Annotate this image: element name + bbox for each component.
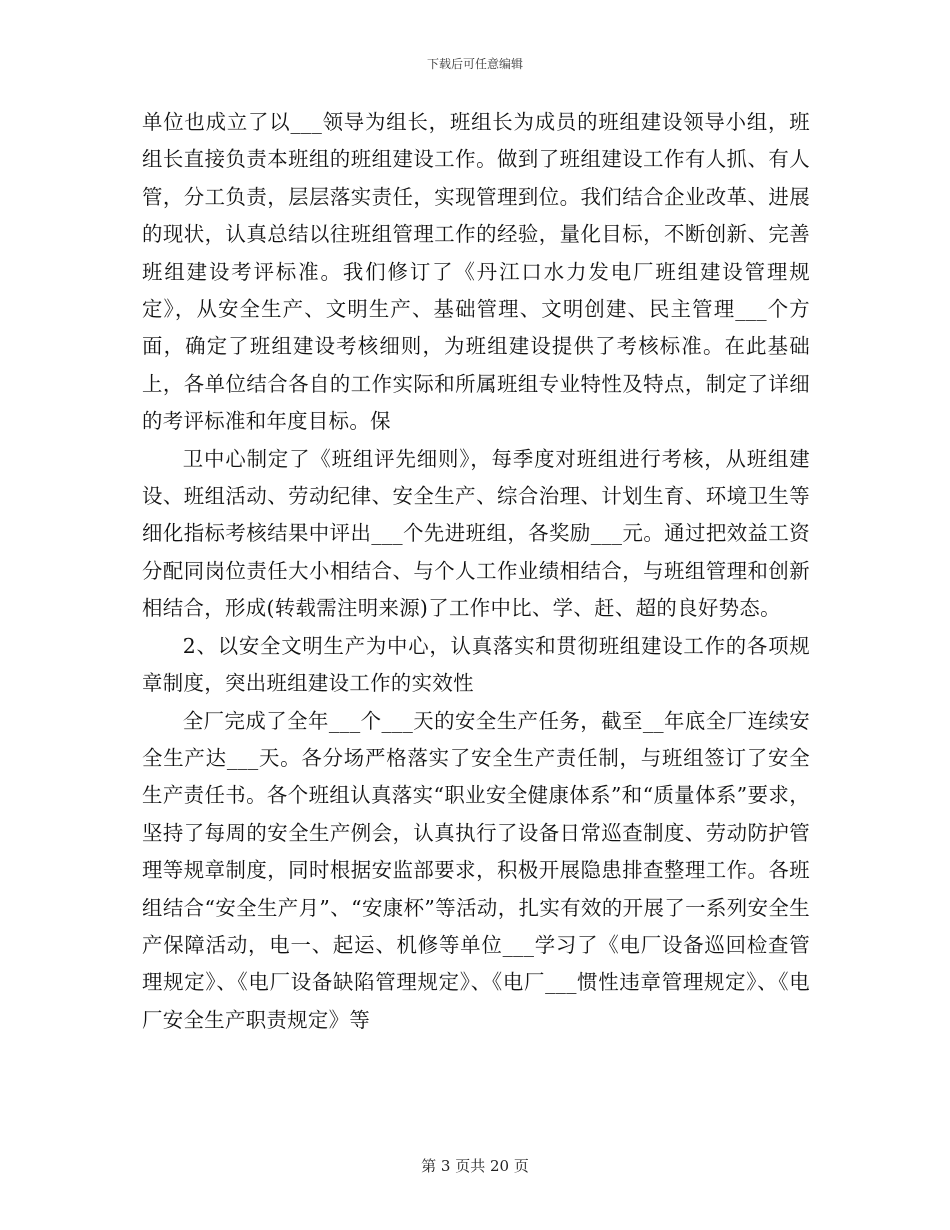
section-heading-2: 2、以安全文明生产为中心，认真落实和贯彻班组建设工作的各项规章制度，突出班组建设工作的实效性 <box>142 633 810 696</box>
paragraph-3: 全厂完成了全年___个___天的安全生产任务，截至__年底全厂连续安全生产达___天。各分场严格落实了安全生产责任制，与班组签订了安全生产责任书。各个班组认真落实“职业安全健康体系”和“质量体系”要求，坚持了每周的安全生产例会，认真执行了设备日常巡查制度、劳动防护管理等规章制度，同时根据安监部要求，积极开展隐患排查整理工作。各班组结合“安全生产月”、“安康杯”等活动，扎实有效的开展了一系列安全生产保障活动，电一、起运、机修等单位___学习了《电厂设备巡回检查管理规定》、《电厂设备缺陷管理规定》、《电厂___惯性违章管理规定》、《电厂安全生产职责规定》等 <box>142 708 810 1032</box>
paragraph-2: 卫中心制定了《班组评先细则》，每季度对班组进行考核，从班组建设、班组活动、劳动纪律、安全生产、综合治理、计划生育、环境卫生等细化指标考核结果中评出___个先进班组，各奖励___元。通过把效益工资分配同岗位责任大小相结合、与个人工作业绩相结合，与班组管理和创新相结合，形成(转载需注明来源)了工作中比、学、赶、超的良好势态。 <box>142 446 810 621</box>
paragraph-1: 单位也成立了以___领导为组长，班组长为成员的班组建设领导小组，班组长直接负责本班组的班组建设工作。做到了班组建设工作有人抓、有人管，分工负责，层层落实责任，实现管理到位。我们结合企业改革、进展的现状，认真总结以往班组管理工作的经验，量化目标，不断创新、完善班组建设考评标准。我们修订了《丹江口水力发电厂班组建设管理规定》，从安全生产、文明生产、基础管理、文明创建、民主管理___个方面，确定了班组建设考核细则，为班组建设提供了考核标准。在此基础上，各单位结合各自的工作实际和所属班组专业特性及特点，制定了详细的考评标准和年度目标。保 <box>142 110 810 434</box>
page-header: 下载后可任意编辑 <box>426 57 523 71</box>
page-footer: 第 3 页共 20 页 <box>421 1157 529 1175</box>
document-body <box>142 104 810 1039</box>
